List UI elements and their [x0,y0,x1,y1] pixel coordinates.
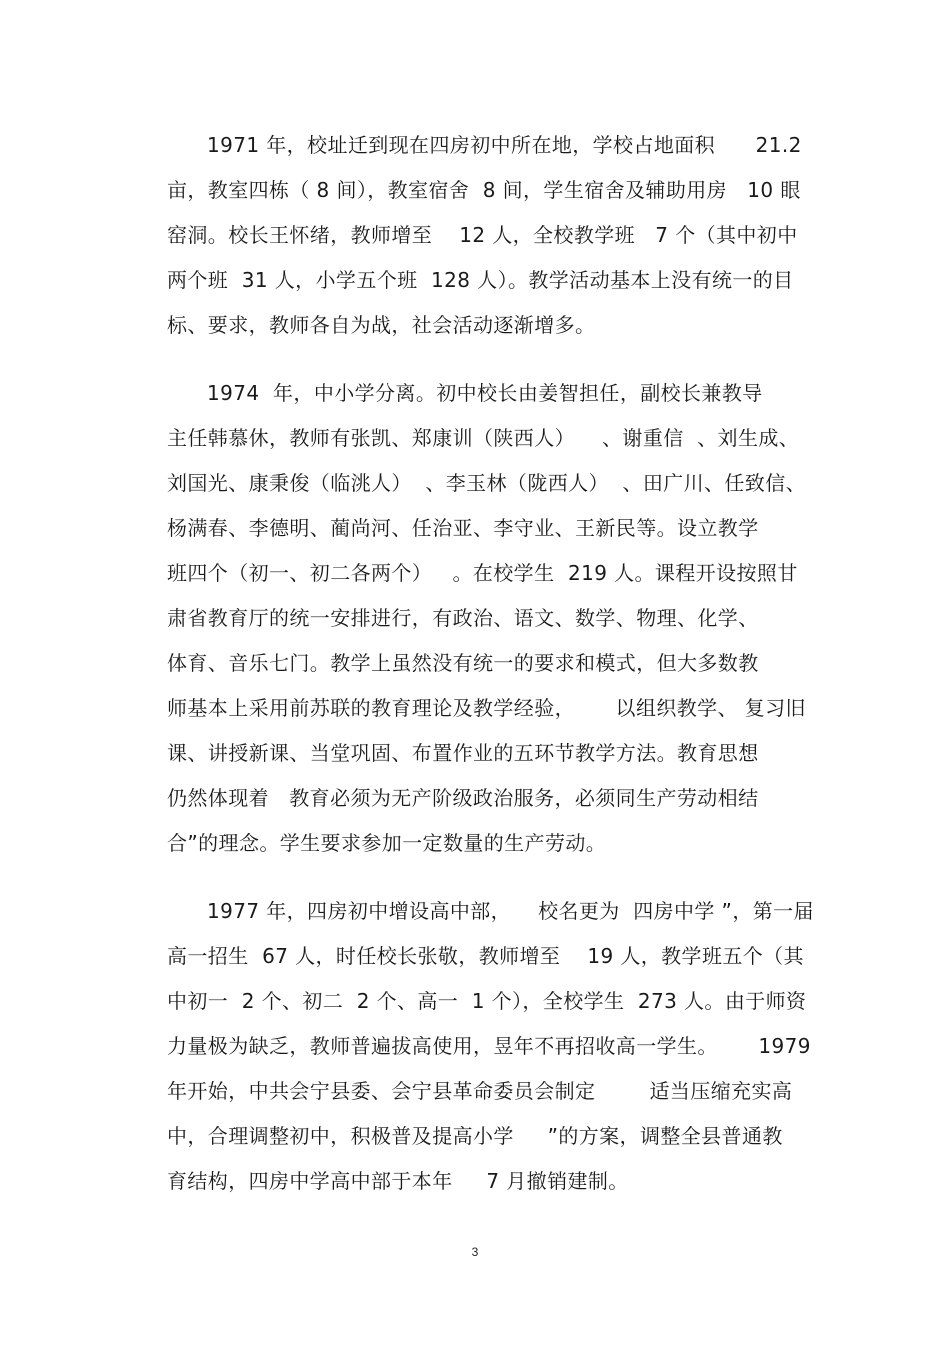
text-line: 刘国光、康秉俊（临洮人） 、李玉林（陇西人） 、田广川、任致信、 [167,471,807,495]
text-line: 肃省教育厅的统一安排进行，有政治、语文、数学、物理、化学、 [167,606,759,630]
text-line: 体育、音乐七门。教学上虽然没有统一的要求和模式，但大多数教 [167,651,759,675]
text-line: 1977 年，四房初中增设高中部， 校名更为 四房中学 ”，第一届 [207,899,814,923]
text-line: 中初一 2 个、初二 2 个、高一 1 个），全校学生 273 人。由于师资 [167,989,807,1013]
page-number: 3 [471,1245,479,1259]
text-line: 亩，教室四栋（ 8 间），教室宿舍 8 间，学生宿舍及辅助用房 10 眼 [167,178,801,202]
text-line: 窑洞。校长王怀绪，教师增至 12 人，全校教学班 7 个（其中初中 [167,223,798,247]
text-line: 1974 年，中小学分离。初中校长由姜智担任，副校长兼教导 [207,381,763,405]
text-line: 高一招生 67 人，时任校长张敬，教师增至 19 人，教学班五个（其 [167,944,804,968]
text-line: 标、要求，教师各自为战，社会活动逐渐增多。 [167,313,596,337]
text-line: 仍然体现着 教育必须为无产阶级政治服务，必须同生产劳动相结 [167,786,759,810]
text-line: 主任韩慕休，教师有张凯、郑康训（陕西人） 、谢重信 、刘生成、 [167,426,800,450]
text-line: 1971 年，校址迁到现在四房初中所在地，学校占地面积 21.2 [207,133,802,157]
text-line: 两个班 31 人，小学五个班 128 人）。教学活动基本上没有统一的目 [167,268,794,292]
text-line: 中，合理调整初中，积极普及提高小学 ”的方案，调整全县普通教 [167,1124,783,1148]
text-line: 班四个（初一、初二各两个） 。在校学生 219 人。课程开设按照甘 [167,561,798,585]
text-line: 合”的理念。学生要求参加一定数量的生产劳动。 [167,831,607,855]
text-line: 杨满春、李德明、蔺尚河、任治亚、李守业、王新民等。设立教学 [167,516,759,540]
text-line: 力量极为缺乏，教师普遍拔高使用，昱年不再招收高一学生。 1979 [167,1034,811,1058]
text-line: 年开始，中共会宁县委、会宁县革命委员会制定 适当压缩充实高 [167,1079,793,1103]
text-line: 师基本上采用前苏联的教育理论及教学经验， 以组织教学、 复习旧 [167,696,806,720]
text-line: 育结构，四房中学高中部于本年 7 月撤销建制。 [167,1169,629,1193]
text-line: 课、讲授新课、当堂巩固、布置作业的五环节教学方法。教育思想 [167,741,759,765]
